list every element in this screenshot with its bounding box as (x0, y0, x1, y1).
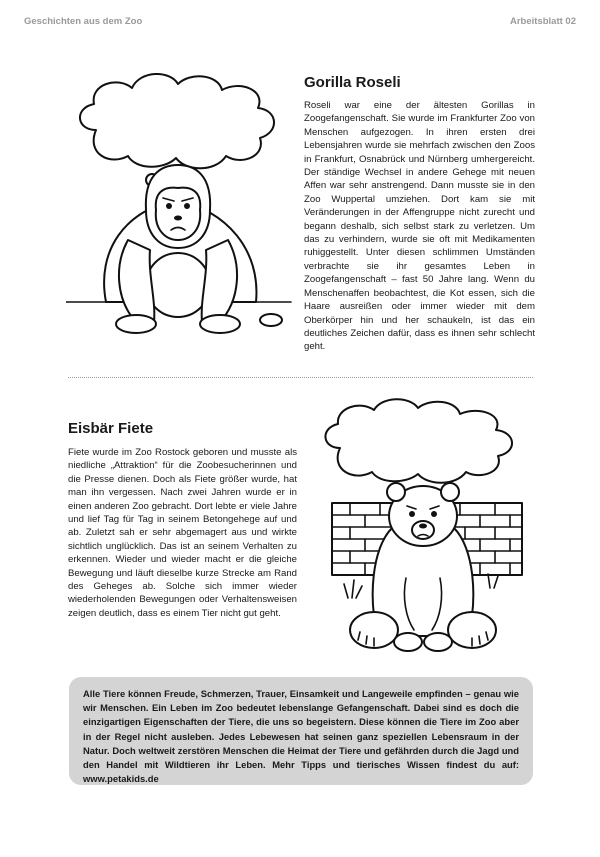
fiete-title: Eisbär Fiete (68, 420, 154, 437)
polar-bear-illustration (310, 398, 540, 668)
roseli-title: Gorilla Roseli (304, 74, 401, 91)
section-divider (68, 377, 533, 378)
polar-bear-drawing (310, 398, 540, 663)
header-worksheet-number: Arbeitsblatt 02 (510, 16, 576, 27)
roseli-story-text: Roseli war eine der ältesten Gorillas in Zoogefangenschaft. Sie wurde im Frankfurter Zoo von Menschen aufgezogen. In ihren ersten drei Lebensjahren wurde sie mehrfach zwischen den Zoos in Frankfurt, Osnabrück und Nürnberg umhergereicht. Der ständige Wechsel in andere Gehege mit neuen Affen war sehr anstrengend. Dann musste sie in den Zoo Wuppertal umziehen. Dort kam sie mit Veränderungen in der Affengruppe nicht zurecht und begann deshalb, sich selbst stark zu verletzen. Um das zu verhindern, wurde sie oft mit Medikamenten ruhiggestellt. Unter diesen schlimmen Umständen verbrachte sie ihr gesamtes Leben in Zoogefangenschaft – fast 50 Jahre lang. Wenn du Menschenaffen beobachtest, die Kot essen, sich die Haare ausreißen oder immer wieder mit dem Oberkörper hin und her schaukeln, ist das ein deutliches Zeichen dafür, dass es ihnen sehr schlecht geht. (304, 100, 535, 353)
header-series-title: Geschichten aus dem Zoo (24, 16, 143, 27)
gorilla-drawing (66, 70, 296, 360)
fiete-story-text: Fiete wurde im Zoo Rostock geboren und musste als niedliche „Attraktion“ für die Zoobesucherinnen und die Presse dienen. Doch als Fiete größer wurde, hat man ihn vergessen. Nach zwei Jahren wurde er in einen anderen Zoo gebracht. Dort lebte er viele Jahre und lief Tag für Tag in seinem Betongehege auf und ab. Zuletzt sah er sehr abgemagert aus und wirkte sichtlich unglücklich. Das ist an seinem Verhalten zu erkennen. Wieder und wieder macht er die gleiche Bewegung und läuft dieselbe kurze Strecke am Rand des Geheges ab. Solche sich immer wieder wiederholenden Bewegungen oder Verhaltensweisen zeigen deutlich, dass es einem Tier nicht gut geht. (68, 447, 297, 619)
gorilla-illustration (66, 70, 296, 365)
info-box-text: Alle Tiere können Freude, Schmerzen, Trauer, Einsamkeit und Langeweile empfinden – genau wie wir Menschen. Ein Leben im Zoo bedeutet lebenslange Gefangenschaft. Dabei sind es doch die einzigartigen Eigenschaften der Tiere, die uns so begeistern. Diese können die Tiere im Zoo aber in der Regel nicht ausleben. Jedes Lebewesen hat seinen ganz speziellen Lebensraum in der Natur. Doch weltweit zerstören Menschen die Heimat der Tiere und gefährden durch die Jagd und den Handel mit Wildtieren ihr Leben. Mehr Tipps und tierisches Wissen findest du auf: www.petakids.de (69, 677, 533, 785)
